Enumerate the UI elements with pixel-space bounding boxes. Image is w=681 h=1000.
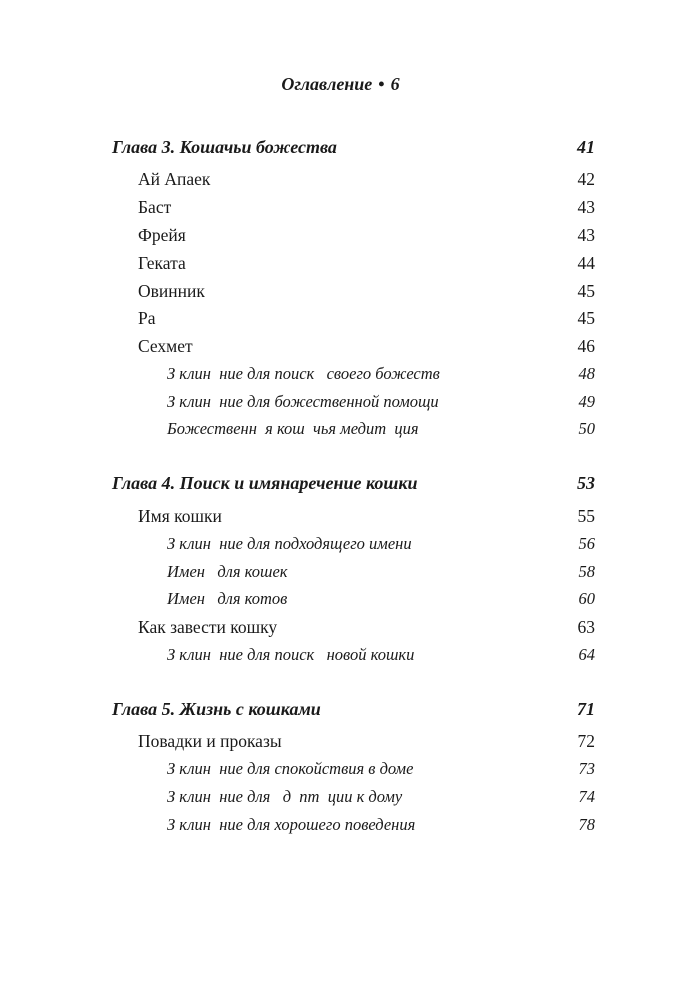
toc-label: З клин ние для д пт ции к дому (167, 787, 403, 806)
toc-page: 43 (577, 197, 595, 217)
header-bullet: • (378, 74, 385, 94)
toc-entry (0, 169, 681, 195)
toc-page: 43 (577, 225, 595, 245)
toc-entry (0, 617, 681, 643)
toc-subentry (0, 787, 681, 813)
toc-page: 44 (577, 253, 595, 273)
toc-label: Геката (138, 253, 186, 273)
toc-label: Имя кошки (138, 506, 222, 526)
toc-label: З клин ние для божественной помощи (167, 392, 439, 411)
toc-label: Ра (138, 308, 156, 328)
toc-subentry (0, 589, 681, 615)
toc-page: 58 (578, 562, 595, 581)
toc-label: З клин ние для спокойствия в доме (167, 759, 414, 778)
toc-label: Божественн я кош чья медит ция (167, 419, 419, 438)
toc-label: Баст (138, 197, 172, 217)
toc-subentry (0, 562, 681, 588)
toc-subentry (0, 534, 681, 560)
toc-page: 74 (578, 787, 595, 806)
toc-page: 45 (577, 308, 595, 328)
toc-label: Как завести кошку (138, 617, 278, 637)
toc-subentry (0, 419, 681, 445)
toc-page: 64 (578, 645, 595, 664)
toc-entry (0, 308, 681, 334)
toc-page: 48 (578, 364, 595, 383)
toc-label: Глава 3. Кошачьи божества (112, 137, 337, 157)
toc-entry (0, 253, 681, 279)
toc-page: 50 (578, 419, 595, 438)
toc-entry (0, 506, 681, 532)
toc-subentry (0, 392, 681, 418)
toc-label: З клин ние для поиск новой кошки (167, 645, 415, 664)
toc-page: 49 (578, 392, 595, 411)
toc-label: Ай Апаек (138, 169, 211, 189)
toc-page: 56 (578, 534, 595, 553)
toc-page: 45 (577, 281, 595, 301)
toc-label: Имен для кошек (167, 562, 288, 581)
toc-page: 42 (577, 169, 595, 189)
toc-entry (0, 197, 681, 223)
running-header (0, 74, 681, 95)
toc-page: 53 (577, 473, 595, 493)
toc-label: Повадки и проказы (138, 731, 282, 751)
toc-page: 78 (578, 815, 595, 834)
toc-subentry (0, 645, 681, 671)
toc-label: Глава 4. Поиск и имянаречение кошки (112, 473, 418, 493)
toc-page: 72 (577, 731, 595, 751)
toc-label: Сехмет (138, 336, 193, 356)
toc-page: 71 (577, 699, 595, 719)
toc-chapter-5 (0, 699, 681, 725)
toc-label: Овинник (138, 281, 205, 301)
toc-label: З клин ние для подходящего имени (167, 534, 412, 553)
toc-page: 55 (577, 506, 595, 526)
toc-label: Имен для котов (167, 589, 288, 608)
toc-page: 73 (578, 759, 595, 778)
toc-label: Фрейя (138, 225, 186, 245)
toc-entry (0, 336, 681, 362)
toc-subentry (0, 815, 681, 841)
toc-label: З клин ние для хорошего поведения (167, 815, 416, 834)
toc-page: 41 (577, 137, 595, 157)
toc-label: Глава 5. Жизнь с кошками (112, 699, 321, 719)
toc-label: З клин ние для поиск своего божеств (167, 364, 440, 383)
toc-subentry (0, 364, 681, 390)
toc-entry (0, 731, 681, 757)
toc-entry (0, 281, 681, 307)
toc-chapter-3 (0, 137, 681, 163)
header-page-number: 6 (390, 74, 400, 94)
toc-page: 60 (578, 589, 595, 608)
toc-page: 46 (577, 336, 595, 356)
header-title: Оглавление (281, 74, 373, 94)
toc-page: 63 (577, 617, 595, 637)
toc-subentry (0, 759, 681, 785)
toc-chapter-4 (0, 473, 681, 499)
toc-entry (0, 225, 681, 251)
